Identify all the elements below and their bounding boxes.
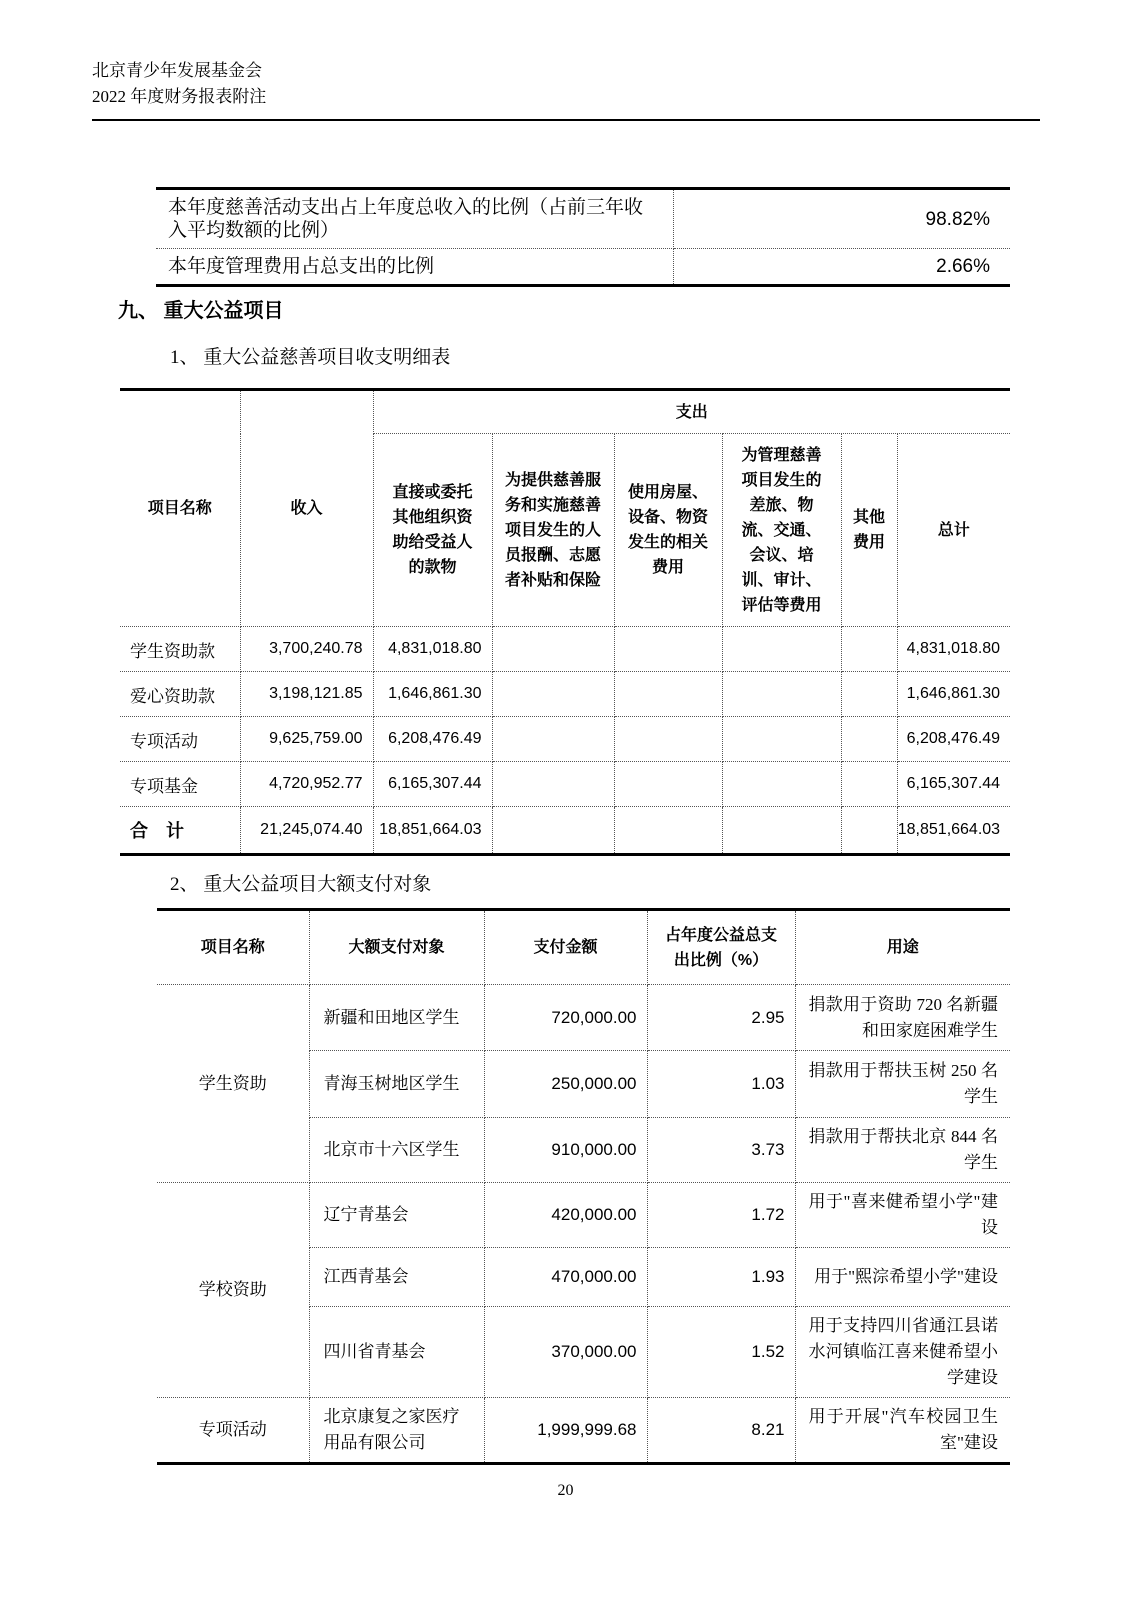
income-value: 21,245,074.40: [240, 807, 373, 855]
admin-cost-value: [722, 672, 841, 717]
ratio-label: 本年度慈善活动支出占上年度总收入的比例（占前三年收入平均数额的比例）: [156, 189, 673, 249]
expense-ratio: 1.72: [647, 1183, 795, 1248]
table-header-row: [120, 390, 1010, 434]
project-name: 学生资助: [157, 985, 309, 1183]
purpose-text: 捐款用于资助 720 名新疆和田家庭困难学生: [795, 985, 1010, 1051]
org-name: 北京青少年发展基金会: [92, 61, 262, 80]
col-header-amount: 支付金额: [484, 910, 647, 985]
facility-cost-value: [614, 627, 722, 672]
payee-name: 江西青基会: [309, 1248, 484, 1307]
ratio-value: 2.66%: [673, 249, 1010, 286]
service-cost-value: [492, 717, 614, 762]
subsection-1-heading: 1、 重大公益慈善项目收支明细表: [170, 347, 451, 368]
subsection-2-heading: 2、 重大公益项目大额支付对象: [170, 874, 432, 895]
total-value: 1,646,861.30: [897, 672, 1010, 717]
direct-aid-value: 4,831,018.80: [373, 627, 492, 672]
admin-cost-value: [722, 717, 841, 762]
admin-cost-value: [722, 627, 841, 672]
col-header-expense-group: 支出: [373, 390, 1010, 434]
other-cost-value: [841, 672, 897, 717]
page-number: 20: [557, 1482, 574, 1499]
total-value: 18,851,664.03: [897, 807, 1010, 855]
table-row: [120, 627, 1010, 672]
facility-cost-value: [614, 672, 722, 717]
payment-amount: 1,999,999.68: [484, 1398, 647, 1464]
facility-cost-value: [614, 807, 722, 855]
total-value: 6,208,476.49: [897, 717, 1010, 762]
expense-ratio: 1.93: [647, 1248, 795, 1307]
project-name: 专项活动: [120, 717, 240, 762]
ratio-table: [156, 187, 1010, 287]
col-header-direct-aid: 直接或委托其他组织资助给受益人的款物: [373, 434, 492, 627]
purpose-text: 捐款用于帮扶玉树 250 名学生: [795, 1051, 1010, 1118]
other-cost-value: [841, 762, 897, 807]
direct-aid-value: 1,646,861.30: [373, 672, 492, 717]
payee-name: 北京市十六区学生: [309, 1118, 484, 1183]
payment-amount: 470,000.00: [484, 1248, 647, 1307]
income-value: 3,700,240.78: [240, 627, 373, 672]
project-name: 合 计: [120, 807, 240, 855]
payee-name: 辽宁青基会: [309, 1183, 484, 1248]
col-header-total: 总计: [897, 434, 1010, 627]
section-heading: 九、 重大公益项目: [118, 300, 284, 322]
payee-name: 青海玉树地区学生: [309, 1051, 484, 1118]
total-value: 6,165,307.44: [897, 762, 1010, 807]
other-cost-value: [841, 807, 897, 855]
table-row: [157, 1398, 1010, 1464]
total-value: 4,831,018.80: [897, 627, 1010, 672]
project-name: 学生资助款: [120, 627, 240, 672]
service-cost-value: [492, 672, 614, 717]
ratio-value: 98.82%: [673, 189, 1010, 249]
payment-amount: 910,000.00: [484, 1118, 647, 1183]
project-name: 专项基金: [120, 762, 240, 807]
direct-aid-value: 18,851,664.03: [373, 807, 492, 855]
admin-cost-value: [722, 807, 841, 855]
major-payees-table: [157, 908, 1010, 1465]
table-row: [120, 672, 1010, 717]
facility-cost-value: [614, 717, 722, 762]
col-header-admin-cost: 为管理慈善项目发生的差旅、物流、交通、会议、培训、审计、评估等费用: [722, 434, 841, 627]
col-header-purpose: 用途: [795, 910, 1010, 985]
table-total-row: [120, 807, 1010, 855]
payee-name: 北京康复之家医疗用品有限公司: [309, 1398, 484, 1464]
project-name: 爱心资助款: [120, 672, 240, 717]
project-income-expense-table: [120, 388, 1010, 856]
purpose-text: 捐款用于帮扶北京 844 名学生: [795, 1118, 1010, 1183]
payment-amount: 720,000.00: [484, 985, 647, 1051]
direct-aid-value: 6,208,476.49: [373, 717, 492, 762]
payment-amount: 370,000.00: [484, 1307, 647, 1398]
col-header-other-cost: 其他费用: [841, 434, 897, 627]
col-header-project: 项目名称: [157, 910, 309, 985]
purpose-text: 用于"喜来健希望小学"建设: [795, 1183, 1010, 1248]
purpose-text: 用于开展"汽车校园卫生室"建设: [795, 1398, 1010, 1464]
service-cost-value: [492, 807, 614, 855]
document-header: [92, 58, 1040, 121]
col-header-payee: 大额支付对象: [309, 910, 484, 985]
expense-ratio: 2.95: [647, 985, 795, 1051]
table-header-row: [157, 910, 1010, 985]
other-cost-value: [841, 717, 897, 762]
table-row: [157, 985, 1010, 1051]
table-row: [156, 249, 1010, 286]
admin-cost-value: [722, 762, 841, 807]
expense-ratio: 8.21: [647, 1398, 795, 1464]
expense-ratio: 1.03: [647, 1051, 795, 1118]
income-value: 9,625,759.00: [240, 717, 373, 762]
payment-amount: 420,000.00: [484, 1183, 647, 1248]
payee-name: 新疆和田地区学生: [309, 985, 484, 1051]
expense-ratio: 3.73: [647, 1118, 795, 1183]
col-header-service-cost: 为提供慈善服务和实施慈善项目发生的人员报酬、志愿者补贴和保险: [492, 434, 614, 627]
table-row: [120, 717, 1010, 762]
service-cost-value: [492, 627, 614, 672]
service-cost-value: [492, 762, 614, 807]
col-header-income: 收入: [240, 390, 373, 627]
project-name: 学校资助: [157, 1183, 309, 1398]
direct-aid-value: 6,165,307.44: [373, 762, 492, 807]
col-header-project: 项目名称: [120, 390, 240, 627]
expense-ratio: 1.52: [647, 1307, 795, 1398]
purpose-text: 用于"熙淙希望小学"建设: [795, 1248, 1010, 1307]
col-header-facility-cost: 使用房屋、设备、物资发生的相关费用: [614, 434, 722, 627]
facility-cost-value: [614, 762, 722, 807]
col-header-expense-ratio: 占年度公益总支出比例（%）: [647, 910, 795, 985]
table-row: [120, 762, 1010, 807]
project-name: 专项活动: [157, 1398, 309, 1464]
report-title: 2022 年度财务报表附注: [92, 87, 267, 106]
purpose-text: 用于支持四川省通江县诺水河镇临江喜来健希望小学建设: [795, 1307, 1010, 1398]
other-cost-value: [841, 627, 897, 672]
payee-name: 四川省青基会: [309, 1307, 484, 1398]
income-value: 4,720,952.77: [240, 762, 373, 807]
table-row: [156, 189, 1010, 249]
income-value: 3,198,121.85: [240, 672, 373, 717]
table-row: [157, 1183, 1010, 1248]
payment-amount: 250,000.00: [484, 1051, 647, 1118]
ratio-label: 本年度管理费用占总支出的比例: [156, 249, 673, 286]
